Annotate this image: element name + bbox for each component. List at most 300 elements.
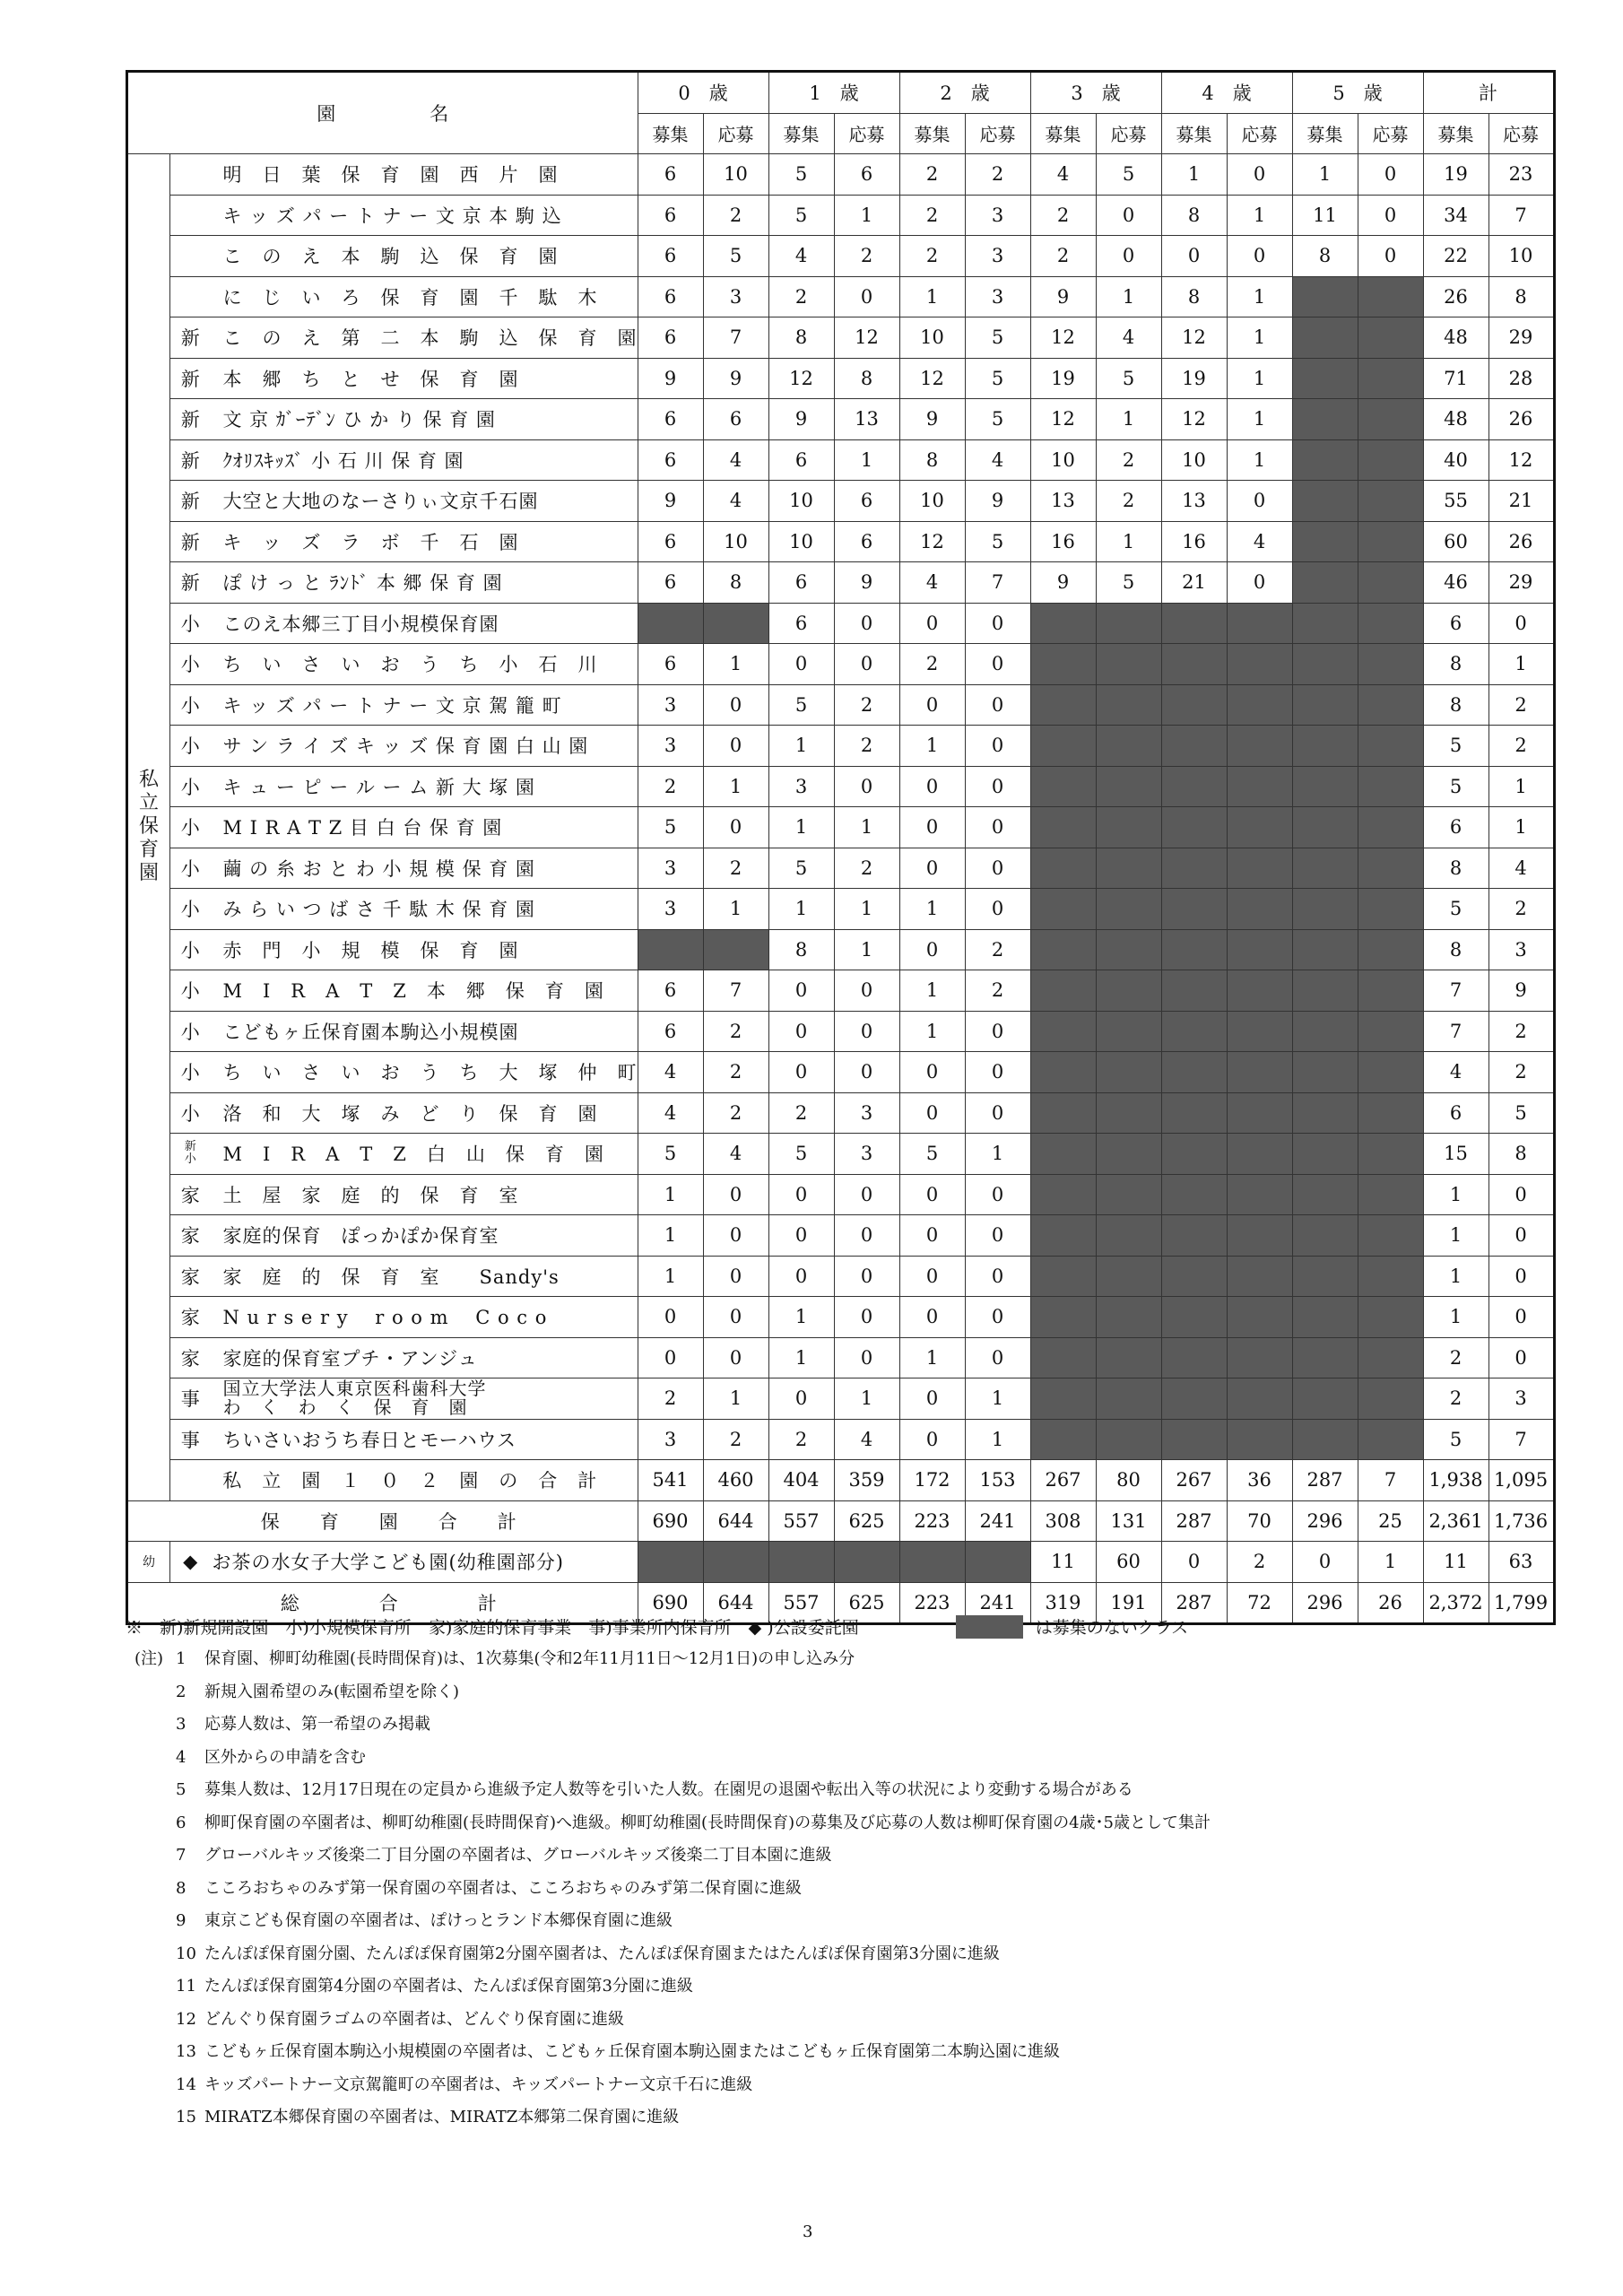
name-column-header: 園 名 xyxy=(127,72,638,154)
row-prefix xyxy=(170,154,211,196)
note-prefix xyxy=(135,1905,176,1938)
value-cell: 2 xyxy=(1488,1052,1554,1093)
value-cell: 6 xyxy=(638,521,703,562)
value-cell: 690 xyxy=(638,1582,703,1624)
value-cell: 11 xyxy=(1423,1542,1488,1583)
value-cell: 2 xyxy=(703,1052,768,1093)
no-recruit-cell xyxy=(1358,1256,1423,1297)
value-cell: 4 xyxy=(834,1419,899,1460)
note-text: 保育園、柳町幼稚園(長時間保育)は、1次募集(令和2年11月11日～12月1日)の申し込み分 xyxy=(204,1649,855,1668)
no-recruit-cell xyxy=(1292,1215,1358,1257)
facility-name: こ の え 第 二 本 駒 込 保 育 園 xyxy=(211,317,638,359)
no-recruit-cell xyxy=(1358,562,1423,604)
no-recruit-cell xyxy=(1096,1419,1161,1460)
no-recruit-cell xyxy=(1096,1134,1161,1175)
no-recruit-cell xyxy=(1292,521,1358,562)
no-recruit-cell xyxy=(1292,726,1358,767)
no-recruit-cell xyxy=(1030,848,1096,889)
value-cell: 60 xyxy=(1096,1542,1161,1583)
no-recruit-cell xyxy=(1358,358,1423,399)
value-cell: 5 xyxy=(965,399,1030,440)
no-recruit-cell xyxy=(1161,766,1227,807)
value-cell: 29 xyxy=(1488,562,1554,604)
no-recruit-cell xyxy=(1161,1011,1227,1052)
table-row xyxy=(127,726,1555,767)
facility-name: こ の え 本 駒 込 保 育 園 xyxy=(211,236,638,277)
value-cell: 71 xyxy=(1423,358,1488,399)
value-cell: 10 xyxy=(1488,236,1554,277)
value-cell: 1 xyxy=(899,970,965,1012)
no-recruit-cell xyxy=(1227,684,1292,726)
value-cell: 1,095 xyxy=(1488,1460,1554,1501)
facility-name: 本 郷 ち と せ 保 育 園 xyxy=(211,358,638,399)
value-cell: 9 xyxy=(965,481,1030,522)
note-prefix xyxy=(135,2069,176,2102)
value-cell: 2,361 xyxy=(1423,1500,1488,1542)
value-cell: 0 xyxy=(965,644,1030,685)
value-cell: 26 xyxy=(1358,1582,1423,1624)
value-cell: 359 xyxy=(834,1460,899,1501)
value-cell: 48 xyxy=(1423,399,1488,440)
value-cell: 29 xyxy=(1488,317,1554,359)
note-number: 2 xyxy=(176,1682,187,1701)
value-cell: 0 xyxy=(768,1052,834,1093)
value-cell: 1 xyxy=(1227,399,1292,440)
value-cell: 80 xyxy=(1096,1460,1161,1501)
value-cell: 9 xyxy=(834,562,899,604)
no-recruit-cell xyxy=(1358,929,1423,970)
value-cell: 5 xyxy=(899,1134,965,1175)
value-cell: 19 xyxy=(1423,154,1488,196)
no-recruit-cell xyxy=(1030,889,1096,930)
value-cell: 23 xyxy=(1488,154,1554,196)
value-cell: 4 xyxy=(1488,848,1554,889)
value-cell: 16 xyxy=(1161,521,1227,562)
note-text: たんぽぽ保育園第4分園の卒園者は、たんぽぽ保育園第3分園に進級 xyxy=(204,1977,693,1996)
value-cell: 70 xyxy=(1227,1500,1292,1542)
value-cell: 0 xyxy=(1488,1337,1554,1378)
recruit-header: 募集 xyxy=(1030,113,1096,154)
value-cell: 2 xyxy=(899,195,965,236)
value-cell: 241 xyxy=(965,1500,1030,1542)
value-cell: 7 xyxy=(1488,1419,1554,1460)
value-cell: 2 xyxy=(1096,439,1161,481)
value-cell: 4 xyxy=(1227,521,1292,562)
value-cell: 191 xyxy=(1096,1582,1161,1624)
value-cell: 10 xyxy=(703,154,768,196)
note-text: 柳町保育園の卒園者は、柳町幼稚園(長時間保育)へ進級。柳町幼稚園(長時間保育)の募集及び応募の人数は柳町保育園の4歳･5歳として集計 xyxy=(204,1813,1211,1832)
value-cell: 223 xyxy=(899,1582,965,1624)
value-cell: 404 xyxy=(768,1460,834,1501)
value-cell: 12 xyxy=(834,317,899,359)
value-cell: 0 xyxy=(965,1052,1030,1093)
value-cell: 6 xyxy=(638,195,703,236)
value-cell: 21 xyxy=(1161,562,1227,604)
no-recruit-cell xyxy=(1096,1092,1161,1134)
note-text: たんぽぽ保育園分園、たんぽぽ保育園第2分園卒園者は、たんぽぽ保育園またはたんぽぽ保育園第3分園に進級 xyxy=(204,1944,1000,1963)
value-cell: 4 xyxy=(703,481,768,522)
no-recruit-cell xyxy=(1292,766,1358,807)
row-prefix: 小 xyxy=(170,807,211,848)
row-prefix: 新 xyxy=(170,481,211,522)
no-recruit-cell xyxy=(1030,684,1096,726)
row-prefix: 小 xyxy=(170,929,211,970)
note-item xyxy=(135,2101,1211,2135)
facility-name: キ ュ ー ピ ー ル ー ム 新 大 塚 園 xyxy=(211,766,638,807)
value-cell: 6 xyxy=(638,154,703,196)
no-recruit-cell xyxy=(1096,684,1161,726)
value-cell: 1 xyxy=(834,439,899,481)
no-recruit-cell xyxy=(1227,1092,1292,1134)
note-prefix xyxy=(135,1970,176,2004)
value-cell: 0 xyxy=(1292,1542,1358,1583)
value-cell: 0 xyxy=(965,1256,1030,1297)
value-cell: 1 xyxy=(1423,1256,1488,1297)
row-prefix: 新 小 xyxy=(170,1134,211,1175)
value-cell: 1 xyxy=(899,726,965,767)
no-recruit-cell xyxy=(1030,929,1096,970)
value-cell: 1 xyxy=(834,807,899,848)
value-cell: 4 xyxy=(1096,317,1161,359)
no-recruit-cell xyxy=(1358,317,1423,359)
facility-name: キ ッ ズ パ ー ト ナ ー 文 京 本 駒 込 xyxy=(211,195,638,236)
value-cell: 3 xyxy=(965,276,1030,317)
facility-name: M I R A T Z 白 山 保 育 園 xyxy=(211,1134,638,1175)
value-cell: 1 xyxy=(703,644,768,685)
value-cell: 0 xyxy=(965,1011,1030,1052)
note-prefix xyxy=(135,1938,176,1971)
no-recruit-cell xyxy=(1358,1297,1423,1338)
no-recruit-cell xyxy=(1096,848,1161,889)
value-cell: 3 xyxy=(703,276,768,317)
value-cell: 0 xyxy=(899,766,965,807)
value-cell: 2 xyxy=(638,1378,703,1420)
no-recruit-cell xyxy=(1358,1174,1423,1215)
table-row xyxy=(127,195,1555,236)
value-cell: 1 xyxy=(965,1419,1030,1460)
no-recruit-cell xyxy=(1292,889,1358,930)
value-cell: 0 xyxy=(965,766,1030,807)
value-cell: 172 xyxy=(899,1460,965,1501)
value-cell: 6 xyxy=(638,562,703,604)
recruit-header: 募集 xyxy=(1423,113,1488,154)
value-cell: 2 xyxy=(768,1092,834,1134)
value-cell: 13 xyxy=(834,399,899,440)
no-recruit-cell xyxy=(1161,1419,1227,1460)
value-cell: 13 xyxy=(1030,481,1096,522)
no-recruit-cell xyxy=(1030,1134,1096,1175)
value-cell: 0 xyxy=(965,1092,1030,1134)
no-recruit-cell xyxy=(1227,1378,1292,1420)
value-cell: 6 xyxy=(834,521,899,562)
table-row xyxy=(127,1419,1555,1460)
value-cell: 3 xyxy=(638,726,703,767)
recruit-header: 募集 xyxy=(768,113,834,154)
row-prefix: 小 xyxy=(170,644,211,685)
table-row xyxy=(127,481,1555,522)
no-recruit-cell xyxy=(1096,1052,1161,1093)
value-cell: 10 xyxy=(768,521,834,562)
no-recruit-cell xyxy=(638,1542,703,1583)
value-cell: 1 xyxy=(1227,358,1292,399)
table-row xyxy=(127,1215,1555,1257)
value-cell: 1 xyxy=(1161,154,1227,196)
no-recruit-cell xyxy=(1161,807,1227,848)
value-cell: 557 xyxy=(768,1582,834,1624)
category-char: 立 xyxy=(138,792,159,815)
note-prefix xyxy=(135,1807,176,1840)
value-cell: 8 xyxy=(1292,236,1358,277)
value-cell: 1 xyxy=(1292,154,1358,196)
facility-name: キ ッ ズ ラ ボ 千 石 園 xyxy=(211,521,638,562)
no-recruit-cell xyxy=(1096,1174,1161,1215)
value-cell: 2 xyxy=(1030,195,1096,236)
note-text: 新規入園希望のみ(転園希望を除く) xyxy=(204,1682,460,1701)
table-row xyxy=(127,1378,1555,1420)
value-cell: 2 xyxy=(834,848,899,889)
value-cell: 21 xyxy=(1488,481,1554,522)
value-cell: 0 xyxy=(899,1215,965,1257)
recruit-header: 募集 xyxy=(638,113,703,154)
value-cell: 6 xyxy=(1423,603,1488,644)
value-cell: 0 xyxy=(965,726,1030,767)
value-cell: 0 xyxy=(965,1337,1030,1378)
value-cell: 0 xyxy=(768,1011,834,1052)
no-recruit-cell xyxy=(1030,1092,1096,1134)
facility-name: キ ッ ズ パ ー ト ナ ー 文 京 駕 籠 町 xyxy=(211,684,638,726)
value-cell: 0 xyxy=(834,1052,899,1093)
note-item xyxy=(135,1970,1211,2004)
value-cell: 11 xyxy=(1292,195,1358,236)
table-row xyxy=(127,317,1555,359)
no-recruit-cell xyxy=(1358,644,1423,685)
no-recruit-cell xyxy=(1030,726,1096,767)
value-cell: 6 xyxy=(834,154,899,196)
facility-name: M I R A T Z 目 白 台 保 育 園 xyxy=(211,807,638,848)
value-cell: 1 xyxy=(1423,1297,1488,1338)
note-number: 15 xyxy=(176,2108,196,2126)
value-cell: 267 xyxy=(1161,1460,1227,1501)
no-recruit-cell xyxy=(1358,481,1423,522)
no-recruit-cell xyxy=(1292,1337,1358,1378)
value-cell: 0 xyxy=(965,807,1030,848)
nursery-total-row-label: 保 育 園 合 計 xyxy=(127,1500,638,1542)
row-prefix: 小 xyxy=(170,970,211,1012)
value-cell: 0 xyxy=(834,1256,899,1297)
facility-name: 繭 の 糸 お と わ 小 規 模 保 育 園 xyxy=(211,848,638,889)
age-header: 2 歳 xyxy=(899,72,1030,114)
value-cell: 28 xyxy=(1488,358,1554,399)
facility-name: 赤 門 小 規 模 保 育 園 xyxy=(211,929,638,970)
row-prefix: 新 xyxy=(170,521,211,562)
note-item xyxy=(135,1676,1211,1709)
no-recruit-cell xyxy=(1358,603,1423,644)
value-cell: 1 xyxy=(768,1297,834,1338)
value-cell: 2 xyxy=(1096,481,1161,522)
no-recruit-cell xyxy=(1030,1215,1096,1257)
value-cell: 10 xyxy=(899,481,965,522)
table-row xyxy=(127,1092,1555,1134)
value-cell: 0 xyxy=(1227,154,1292,196)
table-row xyxy=(127,848,1555,889)
no-recruit-cell xyxy=(1161,684,1227,726)
facility-name: 明 日 葉 保 育 園 西 片 園 xyxy=(211,154,638,196)
value-cell: 1 xyxy=(834,1378,899,1420)
note-text: 区外からの申請を含む xyxy=(204,1747,366,1767)
no-recruit-cell xyxy=(1358,1419,1423,1460)
value-cell: 308 xyxy=(1030,1500,1096,1542)
note-item xyxy=(135,1643,1211,1676)
no-recruit-cell xyxy=(1096,1378,1161,1420)
note-text: どんぐり保育園ラゴムの卒園者は、どんぐり保育園に進級 xyxy=(204,2009,624,2029)
value-cell: 8 xyxy=(1161,276,1227,317)
facility-name: 文 京 ｶﾞｰﾃﾞﾝ ひ か り 保 育 園 xyxy=(211,399,638,440)
value-cell: 1 xyxy=(1227,439,1292,481)
value-cell: 6 xyxy=(768,439,834,481)
no-recruit-cell xyxy=(1292,317,1358,359)
value-cell: 55 xyxy=(1423,481,1488,522)
no-recruit-cell xyxy=(1227,807,1292,848)
facility-name: 土 屋 家 庭 的 保 育 室 xyxy=(211,1174,638,1215)
facility-name: ちいさいおうち春日とモーハウス xyxy=(211,1419,638,1460)
value-cell: 4 xyxy=(1423,1052,1488,1093)
value-cell: 9 xyxy=(1030,562,1096,604)
row-prefix: 新 xyxy=(170,439,211,481)
value-cell: 644 xyxy=(703,1500,768,1542)
value-cell: 40 xyxy=(1423,439,1488,481)
value-cell: 0 xyxy=(834,603,899,644)
apply-header: 応募 xyxy=(1227,113,1292,154)
value-cell: 0 xyxy=(703,1256,768,1297)
no-recruit-cell xyxy=(1292,1174,1358,1215)
table-row xyxy=(127,562,1555,604)
value-cell: 2 xyxy=(1488,1011,1554,1052)
private-total-label: 私 立 園 １ ０ ２ 園 の 合 計 xyxy=(170,1460,638,1501)
value-cell: 12 xyxy=(1161,317,1227,359)
row-prefix: 小 xyxy=(170,1011,211,1052)
value-cell: 0 xyxy=(1227,481,1292,522)
no-recruit-cell xyxy=(1096,1215,1161,1257)
value-cell: 11 xyxy=(1030,1542,1096,1583)
public-contract-mark: ◆ xyxy=(170,1542,211,1583)
no-recruit-cell xyxy=(1292,276,1358,317)
row-prefix xyxy=(170,236,211,277)
value-cell: 5 xyxy=(768,154,834,196)
no-recruit-cell xyxy=(1227,766,1292,807)
value-cell: 1 xyxy=(899,1011,965,1052)
page-number: 3 xyxy=(803,2222,813,2241)
no-recruit-cell xyxy=(1096,644,1161,685)
row-prefix: 家 xyxy=(170,1256,211,1297)
value-cell: 4 xyxy=(899,562,965,604)
note-number: 6 xyxy=(176,1813,187,1832)
note-number: 5 xyxy=(176,1780,187,1799)
note-prefix xyxy=(135,2004,176,2037)
no-recruit-cell xyxy=(1096,726,1161,767)
no-recruit-cell xyxy=(638,929,703,970)
value-cell: 2 xyxy=(703,848,768,889)
table-row xyxy=(127,358,1555,399)
no-recruit-cell xyxy=(1030,1011,1096,1052)
no-recruit-cell xyxy=(1358,1134,1423,1175)
value-cell: 1 xyxy=(1096,521,1161,562)
note-number: 14 xyxy=(176,2074,196,2094)
note-item xyxy=(135,2004,1211,2037)
no-recruit-cell xyxy=(1030,644,1096,685)
row-prefix: 小 xyxy=(170,766,211,807)
value-cell: 12 xyxy=(1030,317,1096,359)
no-recruit-cell xyxy=(1161,1215,1227,1257)
value-cell: 26 xyxy=(1423,276,1488,317)
no-recruit-cell xyxy=(1358,1337,1423,1378)
no-recruit-cell xyxy=(1096,1297,1161,1338)
value-cell: 1 xyxy=(638,1256,703,1297)
no-recruit-cell xyxy=(834,1542,899,1583)
value-cell: 5 xyxy=(703,236,768,277)
value-cell: 12 xyxy=(1161,399,1227,440)
value-cell: 625 xyxy=(834,1500,899,1542)
no-recruit-cell xyxy=(1358,807,1423,848)
value-cell: 1 xyxy=(899,1337,965,1378)
value-cell: 3 xyxy=(638,684,703,726)
value-cell: 2 xyxy=(1227,1542,1292,1583)
value-cell: 0 xyxy=(1488,603,1554,644)
note-item xyxy=(135,2069,1211,2102)
apply-header: 応募 xyxy=(703,113,768,154)
value-cell: 0 xyxy=(834,276,899,317)
value-cell: 296 xyxy=(1292,1500,1358,1542)
table-row xyxy=(127,1134,1555,1175)
no-recruit-cell xyxy=(1227,929,1292,970)
facility-name: ｸｵﾘｽｷｯｽﾞ 小 石 川 保 育 園 xyxy=(211,439,638,481)
note-item xyxy=(135,1873,1211,1906)
value-cell: 63 xyxy=(1488,1542,1554,1583)
apply-header: 応募 xyxy=(834,113,899,154)
no-recruit-cell xyxy=(1227,889,1292,930)
row-prefix: 新 xyxy=(170,562,211,604)
no-recruit-cell xyxy=(1358,439,1423,481)
value-cell: 644 xyxy=(703,1582,768,1624)
value-cell: 0 xyxy=(1161,1542,1227,1583)
table-row xyxy=(127,154,1555,196)
no-recruit-cell xyxy=(1096,1011,1161,1052)
value-cell: 1 xyxy=(703,889,768,930)
value-cell: 1 xyxy=(1423,1215,1488,1257)
enrollment-table xyxy=(126,70,1556,1625)
note-number: 13 xyxy=(176,2042,196,2061)
value-cell: 0 xyxy=(703,726,768,767)
no-recruit-cell xyxy=(1292,1092,1358,1134)
value-cell: 0 xyxy=(899,1092,965,1134)
value-cell: 0 xyxy=(899,1378,965,1420)
no-recruit-cell xyxy=(1161,848,1227,889)
value-cell: 0 xyxy=(1227,562,1292,604)
value-cell: 131 xyxy=(1096,1500,1161,1542)
note-prefix xyxy=(135,1839,176,1873)
note-text: キッズパートナー文京駕籠町の卒園者は、キッズパートナー文京千石に進級 xyxy=(204,2074,753,2094)
no-recruit-cell xyxy=(1358,684,1423,726)
value-cell: 2 xyxy=(703,1092,768,1134)
value-cell: 1 xyxy=(1096,276,1161,317)
value-cell: 5 xyxy=(768,195,834,236)
value-cell: 2 xyxy=(899,154,965,196)
no-recruit-cell xyxy=(1030,807,1096,848)
value-cell: 0 xyxy=(834,1174,899,1215)
value-cell: 0 xyxy=(899,603,965,644)
note-item xyxy=(135,1774,1211,1807)
no-recruit-cell xyxy=(703,1542,768,1583)
value-cell: 0 xyxy=(965,1174,1030,1215)
